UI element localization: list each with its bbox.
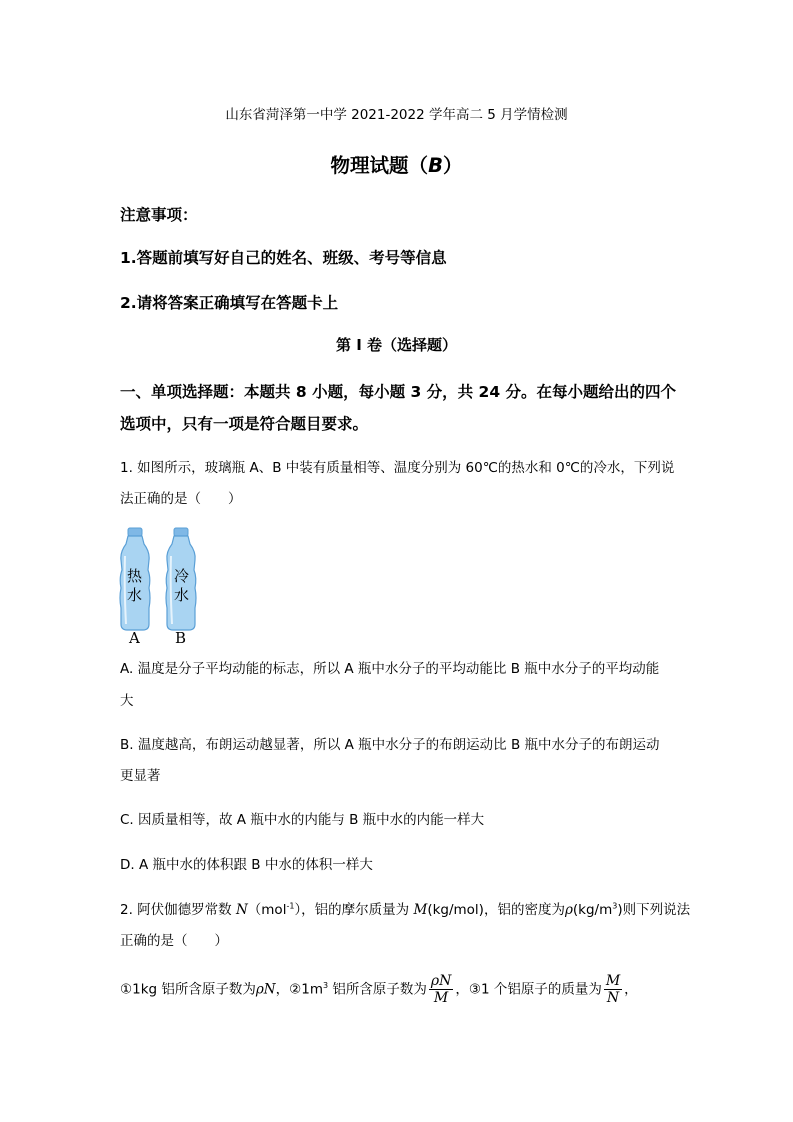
bottle-a-text-1: 热	[127, 567, 143, 585]
q1-option-a-line2: 大	[120, 693, 134, 709]
q2-fraction-1-num: ρN	[430, 973, 452, 989]
bottle-b-text-1: 冷	[174, 567, 190, 585]
q2-statement-1-expr: ρN	[255, 981, 276, 998]
q1-option-b-line1: B. 温度越高，布朗运动越显著，所以 A 瓶中水分子的布朗运动比 B 瓶中水分子的布朗运动	[120, 737, 660, 753]
notice-item-2: 2.请将答案正确填写在答题卡上	[120, 294, 339, 312]
q2-stem-a: 2. 阿伏伽德罗常数	[120, 902, 236, 918]
q2-stem-c: ），铝的摩尔质量为	[294, 902, 414, 918]
bottle-b-letter: B	[175, 629, 187, 647]
title-letter: B	[428, 154, 443, 177]
q2-fraction-2-den: N	[606, 990, 620, 1006]
title-prefix: 物理试题（	[330, 154, 429, 177]
title-suffix: ）	[442, 154, 463, 177]
bottle-b-text-2: 水	[174, 586, 190, 604]
q1-stem-line1: 1. 如图所示，玻璃瓶 A、B 中装有质量相等、温度分别为 60℃的热水和 0℃的冷水，下列说	[120, 460, 675, 476]
notice-heading: 注意事项：	[120, 206, 198, 224]
exam-header: 山东省菏泽第一中学 2021-2022 学年高二 5 月学情检测	[225, 107, 568, 123]
q2-statement-2-b: 铝所含原子数为	[328, 981, 427, 998]
q2-fraction-m-over-n	[604, 973, 622, 1006]
section-title: 第 I 卷（选择题）	[335, 336, 458, 354]
q1-option-b-line2: 更显著	[120, 768, 161, 784]
q2-statement-2-end: ，	[455, 981, 469, 998]
q2-fraction-rhon-over-m	[429, 973, 453, 1006]
q2-statement-3-end: ，	[624, 981, 638, 998]
q1-option-c: C. 因质量相等，故 A 瓶中水的内能与 B 瓶中水的内能一样大	[120, 812, 485, 828]
q2-statement-2-sup: 3	[322, 981, 329, 990]
q2-sup-2: 3	[612, 901, 618, 911]
bottle-a-letter: A	[129, 629, 140, 647]
q2-stem-d: (kg/mol)，铝的密度为	[427, 902, 565, 918]
q2-fraction-1-den: M	[433, 990, 449, 1006]
part1-line2: 选项中，只有一项是符合题目要求。	[120, 415, 369, 433]
q2-stem-line1	[120, 898, 690, 918]
q2-symbol-m: M	[413, 902, 428, 918]
q2-symbol-n: N	[235, 902, 248, 918]
q2-statements	[120, 969, 638, 1007]
q2-statement-2: ②1m	[289, 981, 323, 998]
notice-item-1: 1.答题前填写好自己的姓名、班级、考号等信息	[120, 249, 447, 267]
page-title	[0, 150, 793, 178]
q2-statement-3: ③1 个铝原子的质量为	[468, 981, 602, 998]
q2-stem-line2: 正确的是（ ）	[120, 933, 228, 949]
q2-symbol-rho: ρ	[564, 902, 573, 918]
q2-stem-b: （mol	[247, 902, 287, 918]
bottle-a-text-2: 水	[127, 586, 143, 604]
q1-option-d: D. A 瓶中水的体积跟 B 中水的体积一样大	[120, 857, 373, 873]
q2-statement-1: ①1kg 铝所含原子数为	[120, 981, 256, 998]
q1-option-a-line1: A. 温度是分子平均动能的标志，所以 A 瓶中水分子的平均动能比 B 瓶中水分子的平均动能	[120, 661, 660, 677]
q2-stem-e: (kg/m	[572, 902, 613, 918]
q2-stem-f: )则下列说法	[617, 902, 691, 918]
part1-line1: 一、单项选择题：本题共 8 小题，每小题 3 分，共 24 分。在每小题给出的四个	[120, 383, 677, 401]
q1-stem-line2: 法正确的是（ ）	[120, 491, 242, 507]
q2-statement-1-end: ，	[275, 981, 290, 998]
q2-sup-1: -1	[286, 901, 295, 911]
q2-fraction-2-num: M	[605, 973, 621, 989]
